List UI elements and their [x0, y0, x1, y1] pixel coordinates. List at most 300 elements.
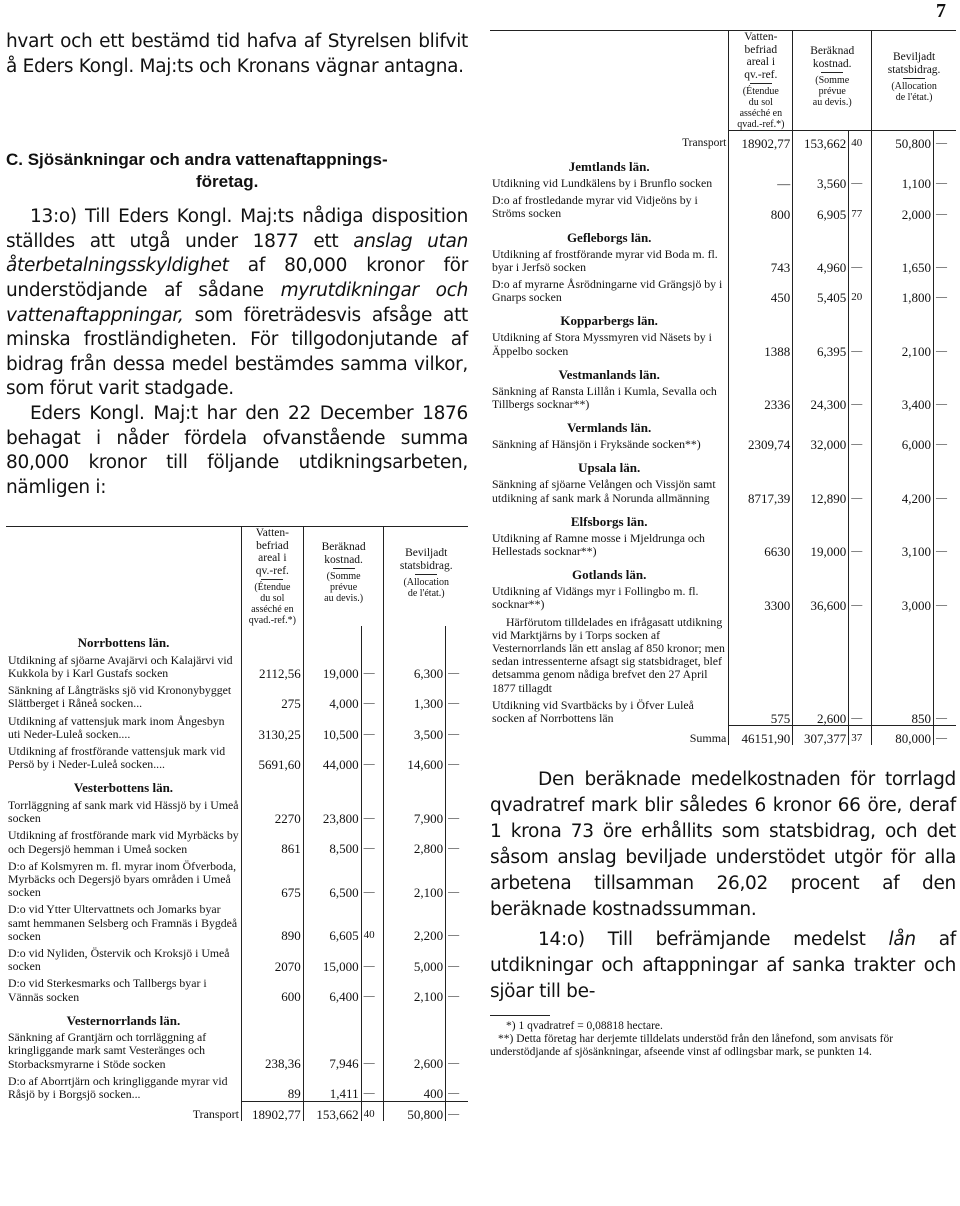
empty-cell	[849, 505, 872, 528]
row-area: 743	[729, 244, 793, 274]
empty-cell	[872, 558, 934, 581]
empty-cell	[849, 150, 872, 173]
row-cost-ore: —	[361, 825, 384, 855]
county-heading-row	[490, 358, 956, 381]
table-row	[490, 528, 956, 558]
row-description: Utdikning af frostförande mark vid Myrbäcks by och Degersjö hemman i Umeå socken	[8, 828, 239, 856]
row-cost-ore: —	[849, 434, 872, 451]
para-13-appropriation	[6, 205, 468, 402]
row-description: Utdikning af frostförande vattensjuk mark vid Persö by i Neder-Luleå socken....	[8, 744, 226, 772]
header-grant-l1: Beviljadt	[405, 547, 448, 560]
row-cost: 19,000	[793, 528, 849, 558]
header-divider	[903, 78, 925, 79]
empty-cell	[849, 411, 872, 434]
header-area-l4: qv.-ref.	[255, 564, 289, 577]
row-area: 675	[241, 856, 303, 900]
row-grant-ore: —	[446, 899, 468, 943]
header-grant-l2: statsbidrag.	[399, 559, 453, 572]
row-grant-ore: —	[446, 973, 468, 1003]
row-area: 890	[241, 899, 303, 943]
row-description: D:o af myrarne Åsrödningarne vid Grängsjö by i Gnarps socken	[492, 277, 723, 305]
empty-cell	[849, 451, 872, 474]
transport-carried-cost-ore: 40	[849, 131, 872, 151]
table-row	[490, 381, 956, 411]
county-heading: Vestmanlands län.	[558, 366, 660, 382]
empty-cell	[793, 505, 849, 528]
header-divider	[750, 83, 772, 84]
table-row	[6, 973, 468, 1003]
empty-cell	[361, 626, 384, 650]
empty-cell	[241, 771, 303, 795]
header-cost-l1: Beräknad	[810, 45, 855, 57]
county-heading-row	[490, 558, 956, 581]
row-grant: 850	[872, 695, 934, 725]
left-column	[6, 30, 468, 1121]
row-cost-ore: —	[849, 244, 872, 274]
header-cost-fr2: prévue	[818, 86, 846, 97]
para14-text-a: 14:o) Till befrämjande medelst	[538, 928, 889, 950]
header-grant-l2: statsbidrag.	[887, 63, 941, 76]
table-row	[6, 856, 468, 900]
footnote-1: *) 1 qvadratref = 0,08818 hectare.	[506, 1019, 663, 1032]
table-row	[490, 274, 956, 304]
row-grant: 3,000	[872, 581, 934, 611]
row-grant-ore: —	[934, 327, 956, 357]
empty-cell	[934, 411, 956, 434]
table-row	[6, 711, 468, 741]
row-cost-ore: —	[361, 711, 384, 741]
empty-cell	[793, 558, 849, 581]
header-area	[729, 31, 793, 131]
empty-cell	[872, 358, 934, 381]
table-row	[490, 173, 956, 190]
row-grant: 1,300	[384, 680, 446, 710]
row-cost: 6,605	[303, 899, 361, 943]
transport-row-cost: 153,662	[303, 1101, 361, 1121]
row-area: 2070	[241, 943, 303, 973]
row-grant-ore: —	[446, 711, 468, 741]
row-grant-ore: —	[934, 274, 956, 304]
county-heading: Jemtlands län.	[568, 159, 650, 174]
row-description: Utdikning vid Svartbäcks by i Öfver Luleå socken af Norrbottens län	[492, 697, 694, 726]
county-heading: Upsala län.	[578, 460, 641, 476]
row-grant-ore: —	[446, 650, 468, 680]
empty-cell	[303, 626, 361, 650]
right-column	[490, 30, 956, 1059]
row-grant-ore: —	[446, 943, 468, 973]
row-area: 450	[729, 274, 793, 304]
row-area: 6630	[729, 528, 793, 558]
row-grant: 3,400	[872, 381, 934, 411]
row-grant-ore: —	[446, 825, 468, 855]
header-cost-fr1: (Somme	[326, 571, 361, 583]
county-heading: Gefleborgs län.	[566, 229, 652, 245]
transport-row-grant: 50,800	[384, 1101, 446, 1121]
header-area-l1: Vatten-	[255, 527, 289, 540]
table-row	[490, 190, 956, 220]
right-table-header	[490, 31, 956, 131]
row-description: Sänkning af Ransta Lillån i Kumla, Sevalla och Tillbergs socknar**)	[492, 383, 717, 412]
para1-text-c: som företrädesvis afsåge att minska frostländigheten. För tillgodonjutande af bidrag från dessa medel bestämdes samma vilkor, som förut varit stadgade.	[6, 304, 468, 400]
section-title	[6, 149, 468, 193]
empty-cell	[872, 411, 934, 434]
footnote-rule	[490, 1015, 550, 1016]
row-grant: 1,100	[872, 173, 934, 190]
para1-text-b: af 80,000 kronor för understödjande af sådane	[6, 255, 468, 301]
row-cost: 23,800	[303, 795, 361, 825]
county-heading-row	[490, 221, 956, 244]
county-heading: Elfsborgs län.	[570, 513, 648, 529]
row-cost-ore: 20	[849, 274, 872, 304]
empty-cell	[934, 221, 956, 244]
row-description: Utdikning vid Lundkälens by i Brunflo socken	[492, 176, 713, 190]
header-cost-fr2: prévue	[330, 582, 358, 594]
header-cost	[793, 31, 872, 131]
row-cost: 1,411	[303, 1071, 361, 1101]
average-cost-paragraph: Den beräknade medelkostnaden för torrlagd qvadratref mark blir således 6 kronor 66 öre, deraf 1 krona 73 öre erhållits som statsbidrag, och det såsom anslag beviljade understödet utgör för alla arbetena tillsamman 26,02 procent af den beräknade kostnadssumman.	[490, 768, 956, 920]
row-cost: 2,600	[793, 695, 849, 725]
table-row	[490, 474, 956, 504]
row-cost-ore: —	[361, 973, 384, 1003]
row-grant: 1,800	[872, 274, 934, 304]
header-cost-fr3: au devis.)	[324, 593, 364, 605]
table-row	[490, 581, 956, 611]
empty-cell	[729, 411, 793, 434]
row-grant-ore: —	[934, 695, 956, 725]
row-grant-ore: —	[446, 856, 468, 900]
summa-row	[490, 725, 956, 745]
table-row	[6, 943, 468, 973]
row-grant: 2,800	[384, 825, 446, 855]
para-14-loans	[490, 927, 956, 1005]
transport-carried-grant-ore: —	[934, 131, 956, 151]
row-cost: 36,600	[793, 581, 849, 611]
row-cost-ore: —	[361, 795, 384, 825]
header-area-l1: Vatten-	[744, 31, 778, 43]
row-grant-ore: —	[446, 795, 468, 825]
row-cost: 3,560	[793, 173, 849, 190]
row-cost-ore: —	[849, 695, 872, 725]
row-grant: 1,650	[872, 244, 934, 274]
county-heading-row	[6, 626, 468, 650]
summa-row-grant: 80,000	[872, 725, 934, 745]
header-area-l3: areal i	[746, 56, 776, 68]
empty-cell	[729, 221, 793, 244]
header-area-fr1: (Étendue	[254, 582, 291, 594]
row-grant-ore: —	[934, 581, 956, 611]
para14-emphasis: lån	[888, 928, 916, 950]
county-heading-row	[490, 505, 956, 528]
row-area: 861	[241, 825, 303, 855]
left-grants-table	[6, 526, 468, 1121]
table-row	[6, 795, 468, 825]
transport-row-area: 18902,77	[241, 1101, 303, 1121]
row-description: Utdikning af frostförande myrar vid Boda m. fl. byar i Jerfsö socken	[492, 246, 718, 274]
county-heading-row	[6, 1004, 468, 1028]
empty-cell	[934, 612, 956, 695]
row-cost-ore: —	[849, 528, 872, 558]
row-area: 600	[241, 973, 303, 1003]
table-row	[490, 327, 956, 357]
row-area: 89	[241, 1071, 303, 1101]
section-title-line1: C. Sjösänkningar och andra vattenaftappnings-	[6, 150, 388, 170]
row-description: Utdikning af Ramne mosse i Mjeldrunga och Hellestads socknar**)	[492, 530, 705, 559]
row-grant-ore: —	[934, 381, 956, 411]
row-grant-ore: —	[934, 528, 956, 558]
row-grant-ore: —	[446, 741, 468, 771]
row-grant-ore: —	[446, 680, 468, 710]
header-area-l3: areal i	[258, 552, 287, 565]
header-cost-l2: kostnad.	[812, 57, 852, 70]
row-area: 275	[241, 680, 303, 710]
transport-row-carried	[490, 131, 956, 151]
summa-row-cost: 307,377	[793, 725, 849, 745]
empty-cell	[934, 558, 956, 581]
header-cost-fr1: (Somme	[815, 75, 850, 86]
header-cost-fr3: au devis.)	[812, 97, 852, 108]
empty-cell	[446, 771, 468, 795]
row-cost: 6,500	[303, 856, 361, 900]
empty-cell	[849, 558, 872, 581]
row-cost-ore: —	[361, 1071, 384, 1101]
row-description: Utdikning af Stora Myssmyren vid Näsets by i Äppelbo socken	[492, 330, 712, 358]
header-grant	[872, 31, 956, 131]
row-description: D:o af Kolsmyren m. fl. myrar inom Öfverboda, Myrbäcks och Degersjö byars områden i Umeå socken	[8, 858, 237, 900]
row-description: D:o vid Sterkesmarks och Tallbergs byar i Vännäs socken	[8, 976, 207, 1004]
row-cost-ore: —	[361, 650, 384, 680]
empty-cell	[729, 451, 793, 474]
header-grant-fr2: de l'état.)	[407, 588, 445, 600]
note-row	[490, 612, 956, 695]
empty-cell	[872, 304, 934, 327]
header-cost-l2: kostnad.	[324, 553, 363, 566]
table-row	[6, 650, 468, 680]
row-description: Utdikning af vattensjuk mark inom Ångesbyn uti Neder-Luleå socken....	[8, 713, 225, 741]
row-area: 8717,39	[729, 474, 793, 504]
para1-text-a: 13:o) Till Eders Kongl. Maj:ts nådiga disposition ställdes att utgå under 1877 ett	[6, 206, 468, 252]
para1-emphasis-2: myrutdikningar och vattenaftappningar,	[6, 279, 468, 326]
row-cost: 4,960	[793, 244, 849, 274]
section-title-line2: företag.	[196, 172, 259, 192]
header-divider	[261, 579, 283, 580]
empty-cell	[446, 626, 468, 650]
empty-cell	[384, 771, 446, 795]
header-area-fr2: du sol	[748, 97, 773, 108]
header-grant-l1: Beviljadt	[893, 51, 936, 63]
empty-cell	[793, 304, 849, 327]
row-cost-ore: —	[361, 856, 384, 900]
row-area: 1388	[729, 327, 793, 357]
row-grant: 3,500	[384, 711, 446, 741]
header-area-l4: qv.-ref.	[744, 68, 778, 81]
empty-cell	[934, 150, 956, 173]
summa-row-area: 46151,90	[729, 725, 793, 745]
table-row	[490, 695, 956, 725]
row-grant: 7,900	[384, 795, 446, 825]
empty-cell	[729, 505, 793, 528]
row-cost: 10,500	[303, 711, 361, 741]
row-area: 5691,60	[241, 741, 303, 771]
para-distribution: Eders Kongl. Maj:t har den 22 December 1876 behagat i nåder fördela ofvanstående summa 80,000 kronor till följande utdikningsarbeten, nämligen i:	[6, 402, 468, 498]
row-description: D:o vid Ytter Ultervattnets och Jomarks byar samt hemmanen Selsberg och Framnäs i Bygdeå socken	[8, 902, 238, 943]
row-grant: 6,000	[872, 434, 934, 451]
row-grant-ore: —	[934, 474, 956, 504]
row-grant: 400	[384, 1071, 446, 1101]
row-cost: 7,946	[303, 1027, 361, 1071]
row-area: 2336	[729, 381, 793, 411]
left-table-header	[6, 527, 468, 627]
row-description: Sänkning af Hänsjön i Fryksände socken**)	[492, 437, 701, 452]
row-description: Utdikning af sjöarne Avajärvi och Kalajärvi vid Kukkola by i Karl Gustafs socken	[8, 652, 233, 681]
table-row	[490, 244, 956, 274]
empty-cell	[934, 451, 956, 474]
table-row	[6, 741, 468, 771]
transport-row-cost-ore: 40	[361, 1101, 384, 1121]
row-cost: 5,405	[793, 274, 849, 304]
county-heading-row	[490, 411, 956, 434]
row-area: 2112,56	[241, 650, 303, 680]
transport-row-grant-ore: —	[446, 1101, 468, 1121]
row-grant-ore: —	[446, 1027, 468, 1071]
empty-cell	[934, 505, 956, 528]
county-heading: Norrbottens län.	[77, 635, 170, 651]
row-grant: 14,600	[384, 741, 446, 771]
right-text-block	[490, 767, 956, 1059]
header-area-l2: befriad	[744, 43, 778, 56]
empty-cell	[934, 304, 956, 327]
row-grant-ore: —	[934, 244, 956, 274]
summa-row-grant-ore: —	[934, 725, 956, 745]
row-description: Sänkning af sjöarne Velången och Vissjön samt utdikning af sank mark å Norunda allmänning	[492, 477, 716, 505]
transport-row	[6, 1101, 468, 1121]
row-area: 575	[729, 695, 793, 725]
empty-cell	[361, 771, 384, 795]
transport-carried-area: 18902,77	[729, 131, 793, 151]
header-divider	[415, 574, 437, 575]
row-cost: 6,905	[793, 190, 849, 220]
empty-cell	[303, 1004, 361, 1028]
empty-cell	[793, 451, 849, 474]
row-cost-ore: —	[361, 741, 384, 771]
row-description: Utdikning af Vidängs myr i Follingbo m. fl. socknar**)	[492, 584, 699, 612]
empty-cell	[446, 1004, 468, 1028]
empty-cell	[934, 358, 956, 381]
header-cost-l1: Beräknad	[321, 541, 366, 554]
empty-cell	[384, 626, 446, 650]
row-cost-ore: —	[849, 327, 872, 357]
empty-cell	[729, 558, 793, 581]
row-cost: 12,890	[793, 474, 849, 504]
row-grant-ore: —	[934, 190, 956, 220]
row-grant: 6,300	[384, 650, 446, 680]
table-row	[6, 1027, 468, 1071]
summa-row-cost-ore: 37	[849, 725, 872, 745]
row-description: D:o vid Nyliden, Östervik och Kroksjö i Umeå socken	[8, 945, 230, 974]
row-cost-ore: —	[361, 943, 384, 973]
row-area: 3300	[729, 581, 793, 611]
empty-cell	[872, 221, 934, 244]
empty-cell	[849, 304, 872, 327]
row-area: —	[729, 173, 793, 190]
header-grant-fr1: (Allocation	[403, 577, 449, 589]
county-heading-row	[490, 451, 956, 474]
note-text: Härförutom tilldelades en ifrågasatt utdikning vid Marktjärns by i Torps socken af Vesternorrlands län ett anslag af 850 kronor; men sedan intressenterne afsagt sig statsbidraget, blef detsamma genom nådiga brefvet den 27 April 1877 tillagdt	[492, 614, 725, 695]
row-cost-ore: 77	[849, 190, 872, 220]
empty-cell	[241, 626, 303, 650]
county-heading: Vermlands län.	[567, 420, 652, 436]
summa-row-label: Summa	[689, 730, 727, 745]
row-area: 800	[729, 190, 793, 220]
table-row	[6, 825, 468, 855]
row-grant: 5,000	[384, 943, 446, 973]
header-area	[241, 527, 303, 627]
footnote-2: **) Detta företag har derjemte tilldelats understöd från den lånefond, som anvisats för understödjande af sjösänkningar, afseende vinst af odlingsbar mark, se punkten 14.	[490, 1032, 894, 1058]
empty-cell	[793, 411, 849, 434]
row-cost-ore: —	[361, 1027, 384, 1071]
empty-cell	[361, 1004, 384, 1028]
transport-carried-grant: 50,800	[872, 131, 934, 151]
county-heading: Vesterbottens län.	[73, 780, 174, 796]
table-row	[6, 899, 468, 943]
header-area-fr3: asséché en	[739, 108, 783, 119]
empty-cell	[241, 1004, 303, 1028]
page-number: 7	[936, 0, 946, 22]
header-area-fr1: (Étendue	[742, 86, 779, 97]
row-grant: 3,100	[872, 528, 934, 558]
row-cost: 6,395	[793, 327, 849, 357]
empty-cell	[872, 150, 934, 173]
transport-row-label: Transport	[192, 1106, 239, 1121]
row-cost-ore: —	[361, 680, 384, 710]
row-description: Sänkning af Grantjärn och torrläggning af kringliggande mark samt Vesteränges och Storbacksmyrarne i Stöde socken	[8, 1030, 207, 1071]
empty-cell	[793, 612, 849, 695]
row-grant: 2,200	[384, 899, 446, 943]
transport-carried-label: Transport	[682, 137, 727, 149]
row-cost: 19,000	[303, 650, 361, 680]
row-cost-ore: —	[849, 381, 872, 411]
header-area-fr4: qvad.-ref.*)	[248, 615, 296, 627]
row-description: D:o af frostledande myrar vid Vidjeöns by i Ströms socken	[492, 193, 698, 221]
county-heading: Kopparbergs län.	[560, 313, 658, 329]
header-area-fr4: qvad.-ref.*)	[737, 119, 785, 130]
row-grant-ore: —	[446, 1071, 468, 1101]
row-cost-ore: —	[849, 581, 872, 611]
empty-cell	[303, 771, 361, 795]
header-cost	[303, 527, 384, 627]
county-heading: Vesternorrlands län.	[66, 1012, 181, 1028]
header-area-l2: befriad	[256, 539, 289, 552]
row-cost-ore: 40	[361, 899, 384, 943]
county-heading: Gotlands län.	[571, 567, 647, 583]
row-area: 2270	[241, 795, 303, 825]
empty-cell	[872, 451, 934, 474]
row-cost: 15,000	[303, 943, 361, 973]
row-cost: 44,000	[303, 741, 361, 771]
table-row	[6, 680, 468, 710]
table-row	[6, 1071, 468, 1101]
header-area-fr3: asséché en	[251, 604, 294, 616]
row-grant: 2,100	[384, 856, 446, 900]
empty-cell	[729, 612, 793, 695]
empty-cell	[384, 1004, 446, 1028]
row-grant: 2,100	[872, 327, 934, 357]
header-divider	[333, 568, 355, 569]
intro-paragraph: hvart och ett bestämd tid hafva af Styrelsen blifvit å Eders Kongl. Maj:ts och Kronans vägnar antagna.	[6, 31, 468, 77]
header-divider	[821, 72, 843, 73]
empty-cell	[872, 612, 934, 695]
empty-cell	[793, 150, 849, 173]
row-area: 3130,25	[241, 711, 303, 741]
